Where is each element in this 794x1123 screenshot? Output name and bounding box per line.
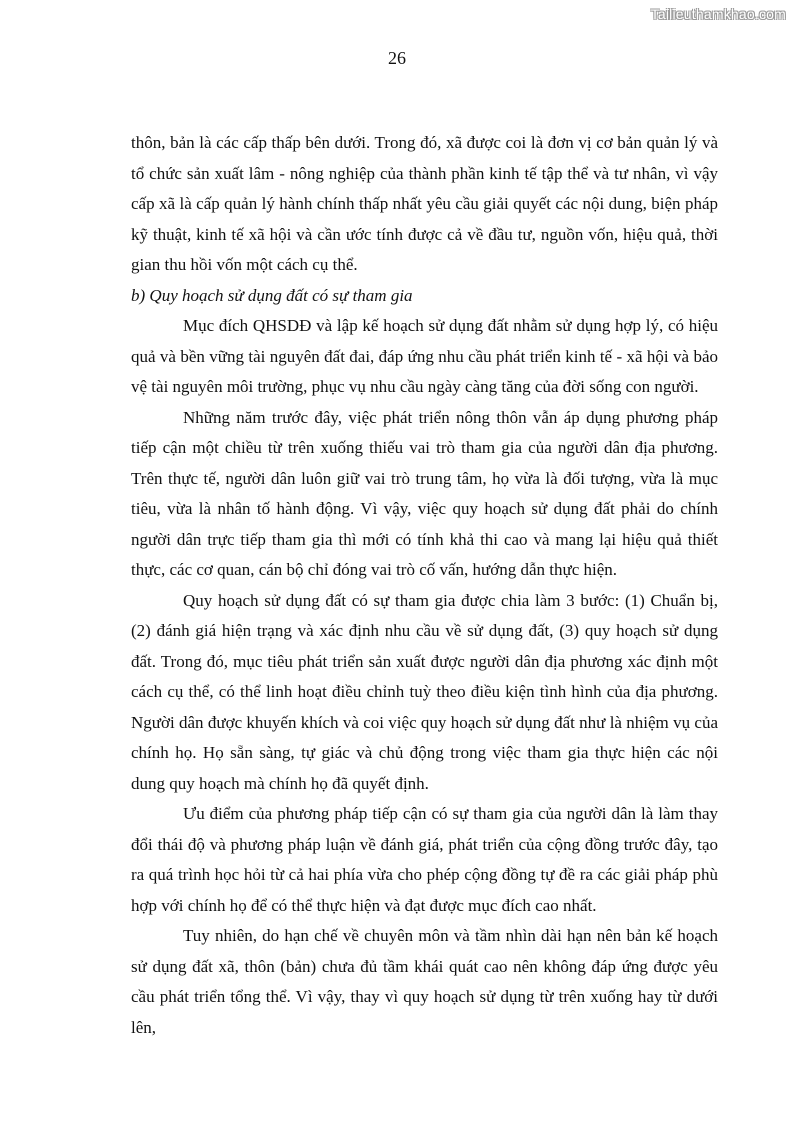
section-heading: b) Quy hoạch sử dụng đất có sự tham gia: [131, 285, 413, 305]
document-body: [131, 128, 718, 1043]
paragraph-continuation: thôn, bản là các cấp thấp bên dưới. Trong đó, xã được coi là đơn vị cơ bản quản lý và tổ chức sản xuất lâm - nông nghiệp của thành phần kinh tế tập thể và tư nhân, vì vậy cấp xã là cấp quản lý hành chính thấp nhất yêu cầu giải quyết các nội dung, biện pháp kỹ thuật, kinh tế xã hội và cần ước tính được cả về đầu tư, nguồn vốn, hiệu quả, thời gian thu hồi vốn một cách cụ thể.: [131, 133, 718, 274]
paragraph: Tuy nhiên, do hạn chế về chuyên môn và tầm nhìn dài hạn nên bản kế hoạch sử dụng đất xã, thôn (bản) chưa đủ tầm khái quát cao nên không đáp ứng được yêu cầu phát triển tổng thể. Vì vậy, thay vì quy hoạch sử dụng từ trên xuống hay từ dưới lên,: [131, 926, 718, 1037]
paragraph: Những năm trước đây, việc phát triển nông thôn vẫn áp dụng phương pháp tiếp cận một chiều từ trên xuống thiếu vai trò tham gia của người dân địa phương. Trên thực tế, người dân luôn giữ vai trò trung tâm, họ vừa là đối tượng, vừa là mục tiêu, vừa là nhân tố hành động. Vì vậy, việc quy hoạch sử dụng đất phải do chính người dân trực tiếp tham gia thì mới có tính khả thi cao và mang lại hiệu quả thiết thực, các cơ quan, cán bộ chỉ đóng vai trò cố vấn, hướng dẫn thực hiện.: [131, 407, 718, 579]
paragraph: Ưu điểm của phương pháp tiếp cận có sự tham gia của người dân là làm thay đổi thái độ và phương pháp luận về đánh giá, phát triển của cộng đồng trước đây, tạo ra quá trình học hỏi từ cả hai phía vừa cho phép cộng đồng tự đề ra các giải pháp phù hợp với chính họ để có thể thực hiện và đạt được mục đích cao nhất.: [131, 804, 718, 915]
page-number: 26: [388, 48, 406, 68]
paragraph: Mục đích QHSDĐ và lập kế hoạch sử dụng đất nhằm sử dụng hợp lý, có hiệu quả và bền vững tài nguyên đất đai, đáp ứng nhu cầu phát triển kinh tế - xã hội và bảo vệ tài nguyên môi trường, phục vụ nhu cầu ngày càng tăng của đời sống con người.: [131, 316, 718, 396]
watermark-text: Tailieuthamkhao.com: [650, 6, 786, 22]
paragraph: Quy hoạch sử dụng đất có sự tham gia được chia làm 3 bước: (1) Chuẩn bị, (2) đánh giá hiện trạng và xác định nhu cầu về sử dụng đất, (3) quy hoạch sử dụng đất. Trong đó, mục tiêu phát triển sản xuất được người dân địa phương xác định một cách cụ thể, có thể linh hoạt điều chỉnh tuỳ theo điều kiện tình hình của địa phương. Người dân được khuyến khích và coi việc quy hoạch sử dụng đất như là nhiệm vụ của chính họ. Họ sẵn sàng, tự giác và chủ động trong việc tham gia thực hiện các nội dung quy hoạch mà chính họ đã quyết định.: [131, 590, 718, 793]
